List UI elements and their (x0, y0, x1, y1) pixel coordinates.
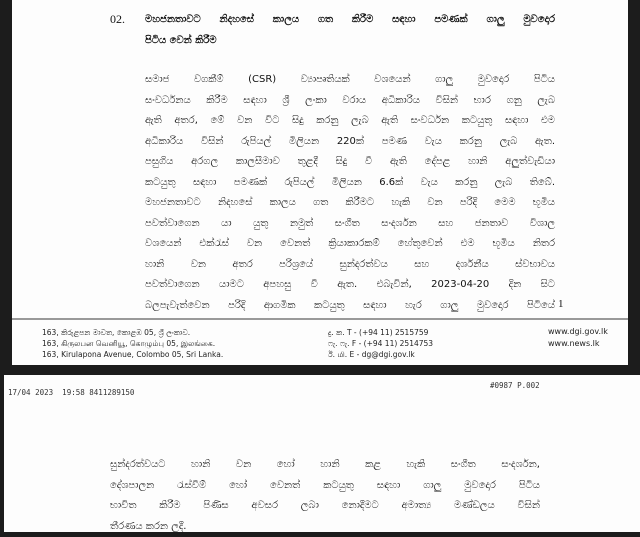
body-line: හානි වන අතර පරිශ්‍රයේ සුන්දරත්වය සහ දර්ශනීය ස්වභාවය (145, 255, 555, 276)
website-link[interactable]: www.dgi.gov.lk (548, 326, 608, 338)
body-line: වශයෙන් එක්රැස් වන වෙනත් ක්‍රියාකාරකම් හේතුවෙන් එම භූමිය නිතර (145, 234, 555, 255)
body-line: පවත්වාගෙන යාමට අපහසු වී ඇත. එබැවින්, 2023-04-20 දින සිට (145, 275, 555, 296)
body-line: අධිකාරිය විසින් රුපියල් මිලියන 220ක් පමණ වැය කරනු ලැබ ඇත. (145, 132, 555, 153)
footer-divider (12, 318, 628, 320)
address-line: 163, கிருலபன வெனியூ, கொழும்பு 05, இலங்கை. (42, 338, 223, 349)
fax-header-timestamp: 17/04 2023 19:58 8411289150 (8, 388, 134, 397)
fax-number: ෆැ. ෆැ. F - (+94 11) 2514753 (328, 338, 433, 349)
body-line: කටයුතු සඳහා පමණක් රුපියල් මිලියන 6.6ක් වැය කරනු ලැබ තිබේ. (145, 173, 555, 194)
address-line: 163, Kirulapona Avenue, Colombo 05, Sri Lanka. (42, 349, 223, 360)
body-line: බලපැවැත්වෙන පරිදි ආගමික කටයුතු සඳහා හැර ගාලු මුවදොර පිටියේ (145, 296, 555, 317)
footer-contact (328, 327, 433, 360)
footer-websites (548, 326, 608, 350)
body-line: ඇති අතර, මේ වන විට සිදු කරනු ලැබ ඇති සංවර්ධන කටයුතු සඳහා එම (145, 111, 555, 132)
section-number: 02. (110, 12, 125, 27)
body-line: දේශපාලන රැස්වීම් හෝ වෙනත් කටයුතු සඳහා ගාලු මුවදොර පිටිය (110, 476, 540, 497)
section-heading (145, 10, 555, 51)
body-line: තීරණය කරන ලදී. (110, 517, 540, 537)
body-line: පවත්වාගෙන යා යුතු නමුත් සංගීත සංදර්ශන සහ ජනතාව විශාල (145, 214, 555, 235)
heading-line: මහජනතාවට නිදහසේ කාලය ගත කිරීම සඳහා පමණක් ගාලු මුවදොර (145, 10, 555, 31)
section-body-continued (110, 455, 540, 537)
telephone: දු. ක. T - (+94 11) 2515759 (328, 327, 433, 338)
heading-line: පිටිය වෙන් කිරීම (145, 31, 555, 52)
body-line: පසුගිය අරගල කාලසීමාව තුළදී සිදු වී ඇති දේපළ හානි අලුත්වැඩියා (145, 152, 555, 173)
footer-address (42, 327, 223, 360)
section-body (145, 70, 555, 316)
body-line: සමාජ වගකීම් (CSR) ව්‍යාපෘතියක් වශයෙන් ගාලු මුවදොර පිටිය (145, 70, 555, 91)
body-line: මහජනතාවට නිදහසේ කාලය ගත කිරීමට හැකි වන පරිදි මෙම භූමිය (145, 193, 555, 214)
address-line: 163, කිරුළපන මාවත, කොළඹ 05, ශ්‍රී ලංකාව. (42, 327, 223, 338)
page-number: 1 (558, 298, 564, 310)
body-line: භාවිත කිරීම පිණිස අවසර ලබා නොදීමට අමාත්‍ය මණ්ඩලය විසින් (110, 496, 540, 517)
body-line: සුන්දරත්වයට හානි වන හෝ හානි කළ හැකි සංගීත සංදර්ශන, (110, 455, 540, 476)
document-page-1 (12, 0, 628, 365)
email: ඊ. மி. E - dg@dgi.gov.lk (328, 349, 433, 360)
website-link[interactable]: www.news.lk (548, 338, 608, 350)
document-page-2 (4, 375, 640, 532)
body-line: සංවර්ධනය කිරීම සඳහා ශ්‍රී ලංකා වරාය අධිකාරිය විසින් භාර ගනු ලැබ (145, 91, 555, 112)
fax-header-page: #0987 P.002 (490, 381, 540, 390)
